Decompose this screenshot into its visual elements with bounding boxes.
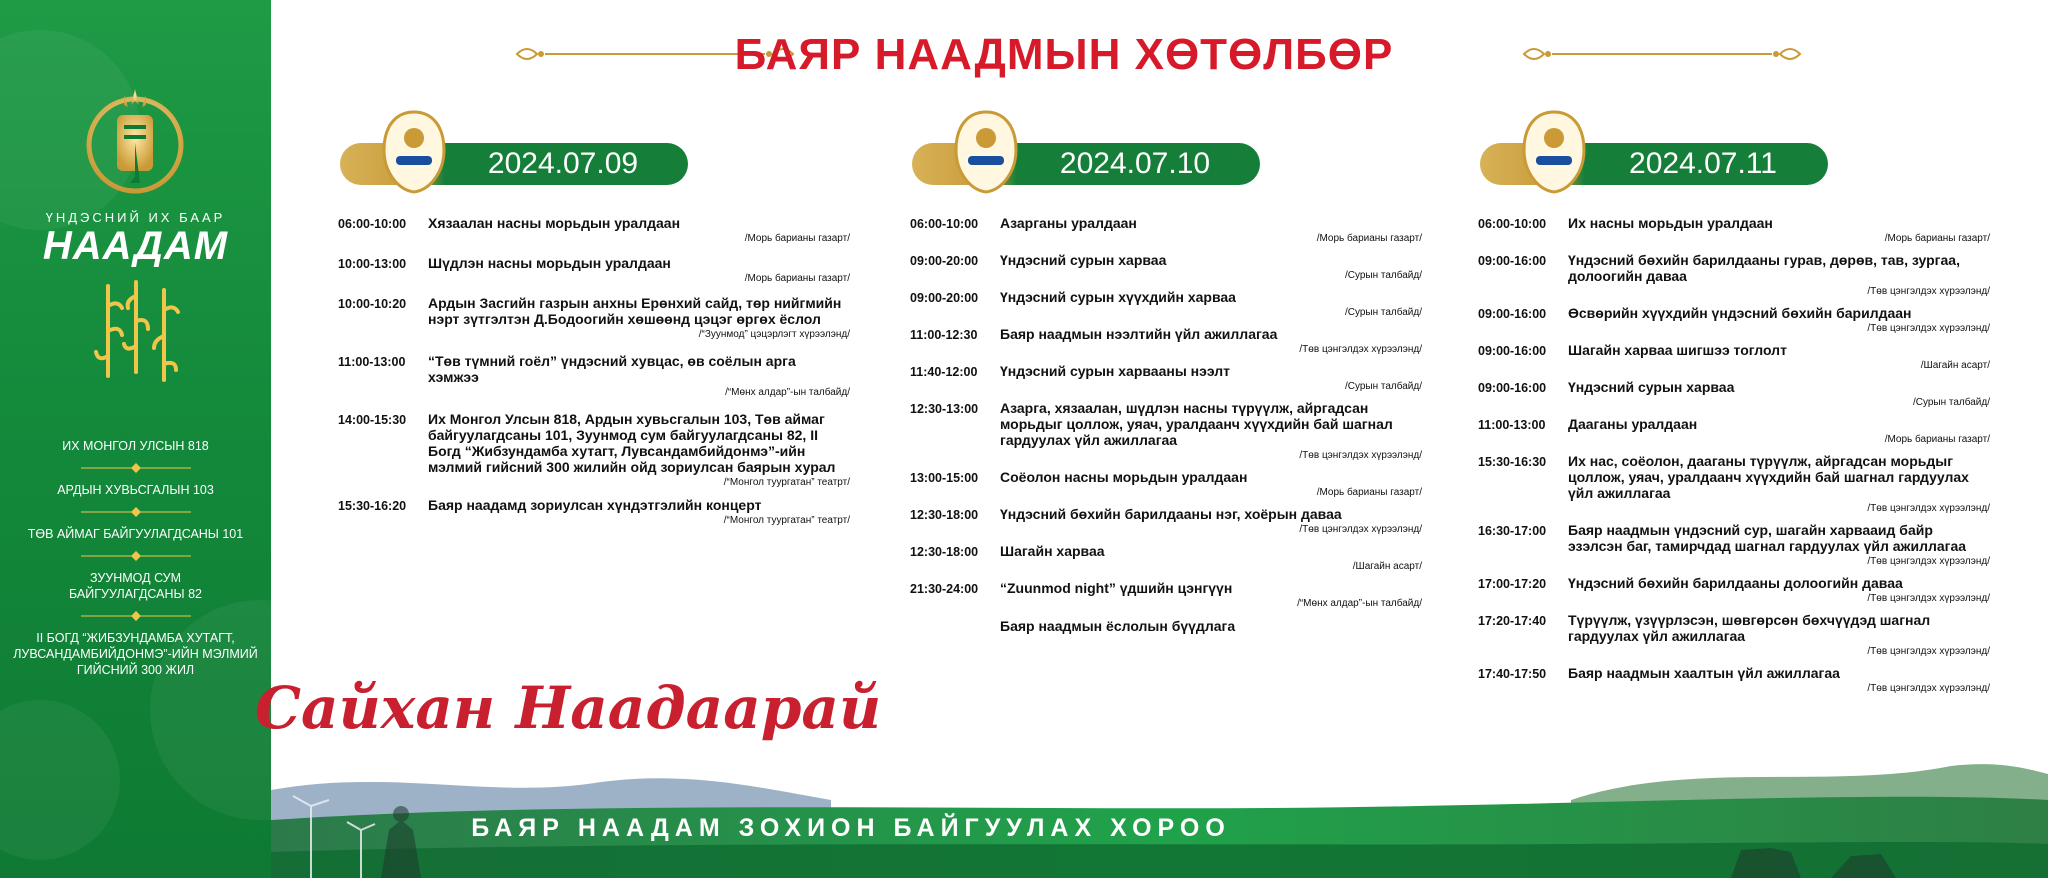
background-shape [0,700,120,860]
event-location: /Төв цэнгэлдэх хүрээлэнд/ [1867,683,1990,694]
event-time: 11:00-13:00 [338,355,406,369]
anniversary-item: ТӨВ АЙМАГ БАЙГУУЛАГДСАНЫ 101 [27,527,244,541]
event-time: 17:20-17:40 [1478,614,1547,628]
event-location: /Шагайн асарт/ [1920,360,1990,371]
day-column [910,110,1430,634]
event-location: /Морь барианы газарт/ [1884,434,1990,445]
ornament-right-icon [1522,43,1802,65]
slogan [254,660,882,760]
event-row [1478,252,1998,298]
event-row [338,215,858,245]
event-location: /“Монгол туургатан” театрт/ [723,477,850,488]
event-row [910,252,1430,282]
event-row [1478,416,1998,446]
event-row [1478,342,1998,372]
page-title: БАЯР НААДМЫН ХӨТӨЛБӨР [734,30,1394,79]
event-time: 09:00-20:00 [910,254,979,268]
event-time: 12:30-18:00 [910,545,979,559]
event-row [1478,612,1998,658]
event-row [1478,453,1998,515]
event-desc: Шүдлэн насны морьдын уралдаан [428,255,671,271]
event-desc: Азарга, хязаалан, шүдлэн насны түрүүлж, айргадсан морьдыг цоллож, уяач, уралдаанч хүүхдийн бай шагнал гардуулах үйл ажиллагаа [1000,400,1393,448]
day-column [338,110,858,526]
event-time: 13:00-15:00 [910,471,979,485]
date-header [910,110,1430,180]
event-desc: Соёолон насны морьдын уралдаан [1000,469,1248,485]
separator [0,498,271,526]
event-time: 10:00-10:20 [338,297,407,311]
anniversary-item: ИХ МОНГОЛ УЛСЫН 818 [62,439,209,453]
event-time: 11:00-13:00 [1478,418,1546,432]
event-desc: Түрүүлж, үзүүрлэсэн, шөвгөрсөн бөхчүүдэд шагнал гардуулах үйл ажиллагаа [1568,612,1931,644]
event-location: /Төв цэнгэлдэх хүрээлэнд/ [1867,646,1990,657]
day-column [1478,110,1998,694]
anniversary-item: II БОГД “ЖИБЗУНДАМБА ХУТАГТ, ЛУВСАНДАМБИЙДОНМЭ”-ИЙН МЭЛМИЙ ГИЙСНИЙ 300 ЖИЛ [13,631,258,677]
event-desc: Шагайн харваа шигшээ тоглолт [1568,342,1787,358]
anniversary-item: АРДЫН ХУВЬСГАЛЫН 103 [57,483,214,497]
event-time: 14:00-15:30 [338,413,407,427]
event-row [338,411,858,489]
event-location: /Шагайн асарт/ [1352,561,1422,572]
event-time: 12:30-18:00 [910,508,979,522]
event-row [910,543,1430,573]
event-desc: Үндэсний бөхийн барилдааны нэг, хоёрын даваа [1000,506,1342,522]
event-row [910,506,1430,536]
event-desc: “Төв түмний гоёл” үндэсний хувцас, өв соёлын арга хэмжээ [428,353,796,385]
event-time: 09:00-16:00 [1478,307,1547,321]
event-desc: “Zuunmod night” үдшийн цэнгүүн [1000,580,1233,596]
event-desc: Шагайн харваа [1000,543,1105,559]
separator [0,602,271,630]
event-time: 17:00-17:20 [1478,577,1547,591]
event-location: /“Зуунмод” цэцэрлэгт хүрээлэнд/ [698,329,850,340]
event-location: /Төв цэнгэлдэх хүрээлэнд/ [1299,344,1422,355]
event-list [910,215,1430,641]
event-time: 06:00-10:00 [1478,217,1547,231]
anniversary-list [0,438,271,678]
event-location: /Төв цэнгэлдэх хүрээлэнд/ [1299,524,1422,535]
event-location: /Морь барианы газарт/ [744,233,850,244]
date-label: 2024.07.09 [487,147,639,180]
event-row [910,289,1430,319]
event-time: 11:40-12:00 [910,365,978,379]
naadam-badge-icon [954,110,1018,194]
separator [0,454,271,482]
event-location: /Төв цэнгэлдэх хүрээлэнд/ [1867,323,1990,334]
event-row [1478,522,1998,568]
event-desc: Азарганы уралдаан [1000,215,1137,231]
naadam-badge-icon [382,110,446,194]
brand-title: НААДАМ [42,224,229,268]
soyombo-emblem-icon [84,85,186,197]
event-time: 15:30-16:20 [338,499,407,513]
event-row [1478,379,1998,409]
event-desc: Баяр наадмын үндэсний сур, шагайн харвааид байр эзэлсэн баг, тамирчдад шагнал гардуулах үйл ажиллагаа [1568,522,1967,554]
slogan-text: Сайхан Наадаарай [254,674,882,742]
event-row [1478,215,1998,245]
event-desc: Баяр наадмын ёслолын бүүдлага [1000,618,1236,634]
sidebar [0,0,271,878]
mongolian-script-icon [78,276,194,388]
event-row [1478,305,1998,335]
event-time: 09:00-16:00 [1478,381,1547,395]
event-desc: Их Монгол Улсын 818, Ардын хувьсгалын 103, Төв аймаг байгуулагдсаны 101, Зуунмод сум байгуулагдсаны 82, II Богд “Жибзундамба хутагт, Лувсандамбийдонмэ”-ийн мэлмий гийсний 300 жилийн ойд зориулсан баярын хурал [428,411,836,475]
event-desc: Үндэсний сурын харваа [1000,252,1167,268]
event-location: /Төв цэнгэлдэх хүрээлэнд/ [1867,503,1990,514]
event-time: 09:00-20:00 [910,291,979,305]
event-location: /Морь барианы газарт/ [1884,233,1990,244]
event-desc: Үндэсний сурын хүүхдийн харваа [1000,289,1236,305]
event-time: 16:30-17:00 [1478,524,1547,538]
event-desc: Хязаалан насны морьдын уралдаан [428,215,681,231]
event-location: /Морь барианы газарт/ [1316,487,1422,498]
event-desc: Баяр наадамд зориулсан хүндэтгэлийн концерт [428,497,762,513]
event-location: /“Мөнх алдар”-ын талбайд/ [725,387,850,398]
event-location: /Төв цэнгэлдэх хүрээлэнд/ [1299,450,1422,461]
event-list [1478,215,1998,702]
event-time: 09:00-16:00 [1478,344,1547,358]
date-label: 2024.07.11 [1629,147,1777,180]
event-time: 10:00-13:00 [338,257,407,271]
event-list [338,215,858,534]
event-location: /Морь барианы газарт/ [744,273,850,284]
event-desc: Дааганы уралдаан [1568,416,1698,432]
event-location: /Сурын талбайд/ [1912,397,1990,408]
event-time: 06:00-10:00 [338,217,407,231]
event-row [1478,665,1998,695]
event-time [910,618,1000,634]
event-desc: Өсвөрийн хүүхдийн үндэсний бөхийн барилдаан [1568,305,1912,321]
subtitle: ҮНДЭСНИЙ ИХ БААР [45,210,226,225]
event-location: /Сурын талбайд/ [1344,307,1422,318]
event-row [910,469,1430,499]
event-location: /Морь барианы газарт/ [1316,233,1422,244]
event-time: 11:00-12:30 [910,328,978,342]
event-location: /Төв цэнгэлдэх хүрээлэнд/ [1867,286,1990,297]
date-header [338,110,858,180]
date-label: 2024.07.10 [1059,147,1211,180]
event-row [910,326,1430,356]
event-desc: Үндэсний сурын харвааны нээлт [1000,363,1231,379]
date-header [1478,110,1998,180]
event-time: 17:40-17:50 [1478,667,1547,681]
event-location: /Сурын талбайд/ [1344,270,1422,281]
event-location: /“Мөнх алдар”-ын талбайд/ [1297,598,1422,609]
event-row [1478,575,1998,605]
separator [0,542,271,570]
event-row [910,618,1430,634]
event-desc: Үндэсний сурын харваа [1568,379,1735,395]
event-row [910,363,1430,393]
event-location: /Төв цэнгэлдэх хүрээлэнд/ [1867,593,1990,604]
event-row [910,580,1430,610]
event-desc: Их насны морьдын уралдаан [1568,215,1773,231]
event-desc: Их нас, соёолон, дааганы түрүүлж, айргадсан морьдыг цоллож, уяач, уралдаанч хүүхдийн бай шагнал гардуулах үйл ажиллагаа [1568,453,1969,501]
event-desc: Үндэсний бөхийн барилдааны гурав, дөрөв, тав, зургаа, долоогийн даваа [1568,252,1960,284]
event-desc: Ардын Засгийн газрын анхны Ерөнхий сайд, төр нийгмийн нэрт зүтгэлтэн Д.Бодоогийн хөшөөнд цэцэг өргөх ёслол [428,295,842,327]
event-desc: Баяр наадмын нээлтийн үйл ажиллагаа [1000,326,1278,342]
event-row [910,215,1430,245]
event-desc: Баяр наадмын хаалтын үйл ажиллагаа [1568,665,1840,681]
event-row [338,255,858,285]
anniversary-item: ЗУУНМОД СУМ БАЙГУУЛАГДСАНЫ 82 [69,571,202,601]
event-time: 09:00-16:00 [1478,254,1547,268]
event-row [338,353,858,399]
naadam-badge-icon [1522,110,1586,194]
event-time: 15:30-16:30 [1478,455,1547,469]
event-row [338,497,858,527]
event-time: 21:30-24:00 [910,582,979,596]
footer-title: БАЯР НААДАМ ЗОХИОН БАЙГУУЛАХ ХОРОО [471,814,1231,842]
event-row [338,295,858,341]
event-row [910,400,1430,462]
event-location: /Сурын талбайд/ [1344,381,1422,392]
event-time: 12:30-13:00 [910,402,979,416]
event-location: /Төв цэнгэлдэх хүрээлэнд/ [1867,556,1990,567]
event-time: 06:00-10:00 [910,217,979,231]
event-desc: Үндэсний бөхийн барилдааны долоогийн даваа [1568,575,1903,591]
event-location: /“Монгол туургатан” театрт/ [723,515,850,526]
